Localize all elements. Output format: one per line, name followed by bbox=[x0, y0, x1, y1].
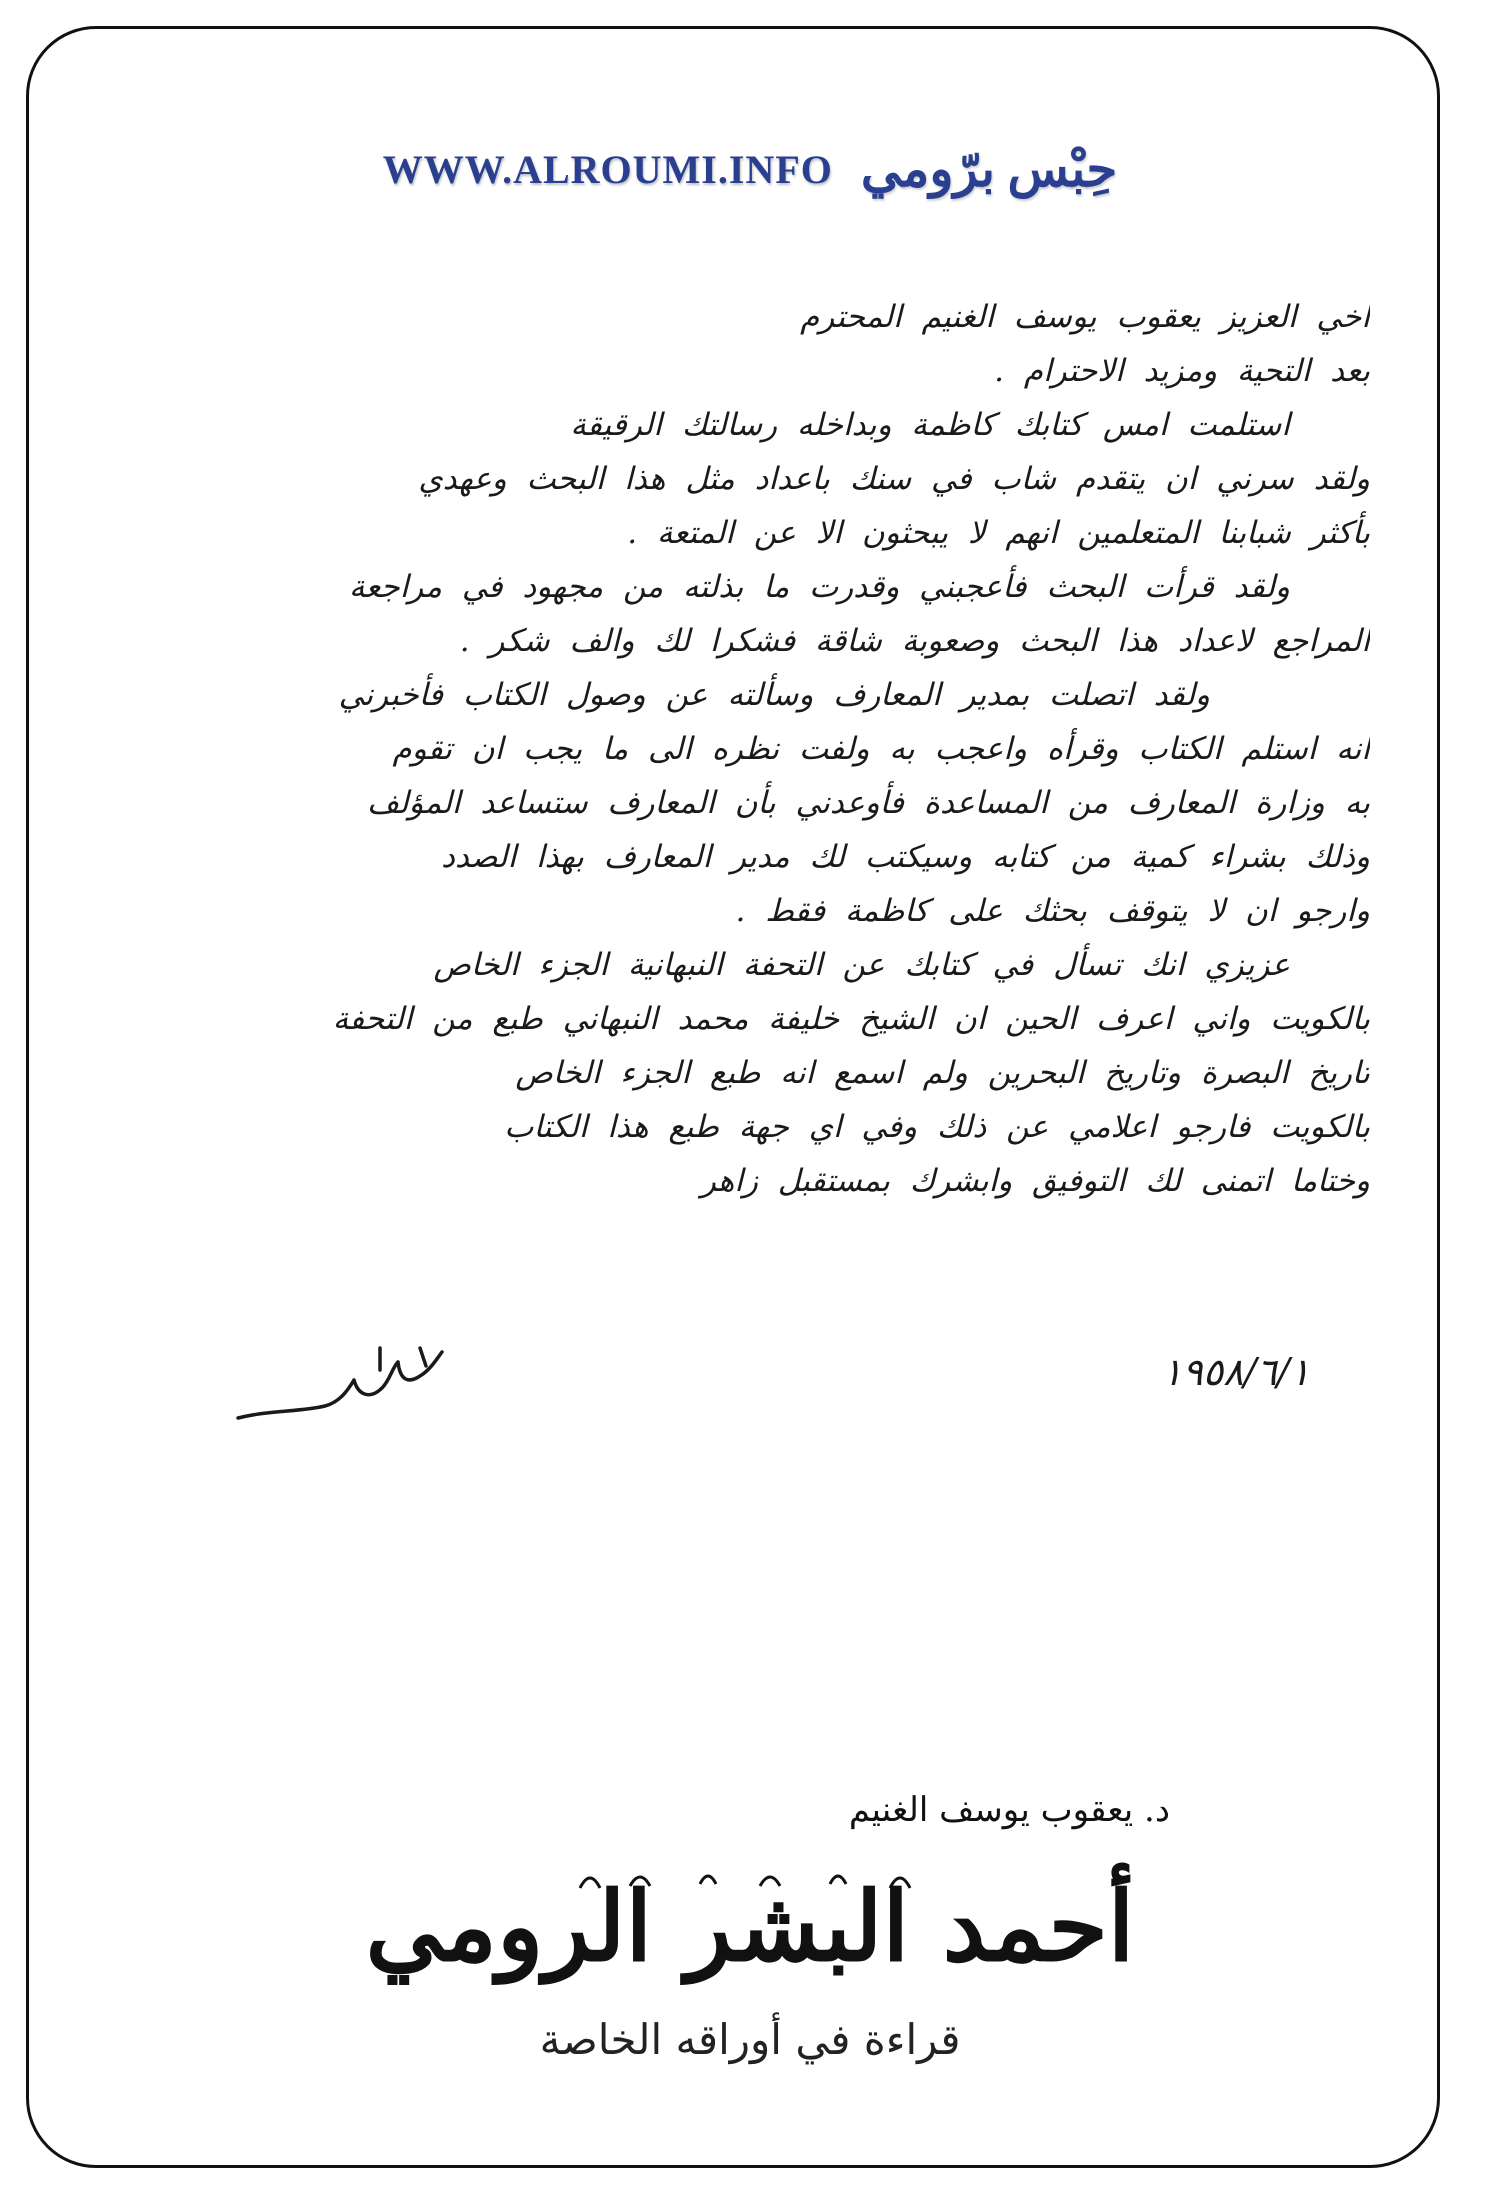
letter-line: ولقد قرأت البحث فأعجبني وقدرت ما بذلته من مجهود في مراجعة bbox=[348, 569, 1290, 605]
letter-date: ١٩٥٨/٦/١ bbox=[1161, 1350, 1310, 1394]
letter-body bbox=[100, 290, 1370, 1208]
letter-line: وختاما اتمنى لك التوفيق وابشرك بمستقبل زاهر bbox=[700, 1163, 1370, 1199]
letter-line: انه استلم الكتاب وقرأه واعجب به ولفت نظره الى ما يجب ان تقوم bbox=[392, 731, 1370, 767]
letter-line: بالكويت فارجو اعلامي عن ذلك وفي اي جهة طبع هذا الكتاب bbox=[504, 1109, 1370, 1145]
letter-line: عزيزي انك تسأل في كتابك عن التحفة النبهانية الجزء الخاص bbox=[433, 947, 1290, 983]
letter-line: بأكثر شبابنا المتعلمين انهم لا يبحثون الا عن المتعة . bbox=[627, 515, 1370, 551]
letter-line: تاريخ البصرة وتاريخ البحرين ولم اسمع انه طبع الجزء الخاص bbox=[515, 1055, 1370, 1091]
handwritten-signature bbox=[230, 1340, 460, 1430]
letter-line: اخي العزيز يعقوب يوسف الغنيم المحترم bbox=[800, 299, 1370, 335]
author-name: د. يعقوب يوسف الغنيم bbox=[848, 1790, 1170, 1830]
letter-line: ولقد اتصلت بمدير المعارف وسألته عن وصول الكتاب فأخبرني bbox=[338, 677, 1210, 713]
letter-line: وارجو ان لا يتوقف بحثك على كاظمة فقط . bbox=[735, 893, 1370, 929]
letter-line: بالكويت واني اعرف الحين ان الشيخ خليفة محمد النبهاني طبع من التحفة bbox=[332, 1001, 1370, 1037]
signature-area bbox=[100, 1340, 1370, 1440]
letter-line: ولقد سرني ان يتقدم شاب في سنك باعداد مثل هذا البحث وعهدي bbox=[418, 461, 1370, 497]
letter-line: به وزارة المعارف من المساعدة فأوعدني بأن المعارف ستساعد المؤلف bbox=[366, 785, 1370, 821]
page-header bbox=[0, 140, 1500, 198]
book-subtitle: قراءة في أوراقه الخاصة bbox=[539, 2015, 961, 2064]
site-url: WWW.ALROUMI.INFO bbox=[382, 146, 833, 192]
book-title: أحمد البشر الرومي bbox=[365, 1870, 1135, 1983]
letter-line: المراجع لاعداد هذا البحث وصعوبة شاقة فشكرا لك والف شكر . bbox=[459, 623, 1370, 659]
letter-line: وذلك بشراء كمية من كتابه وسيكتب لك مدير المعارف بهذا الصدد bbox=[441, 839, 1370, 875]
letter-line: استلمت امس كتابك كاظمة وبداخله رسالتك الرقيقة bbox=[570, 407, 1290, 443]
site-arabic-name: حِبْس برّومي bbox=[860, 141, 1118, 197]
letter-line: بعد التحية ومزيد الاحترام . bbox=[994, 353, 1370, 389]
